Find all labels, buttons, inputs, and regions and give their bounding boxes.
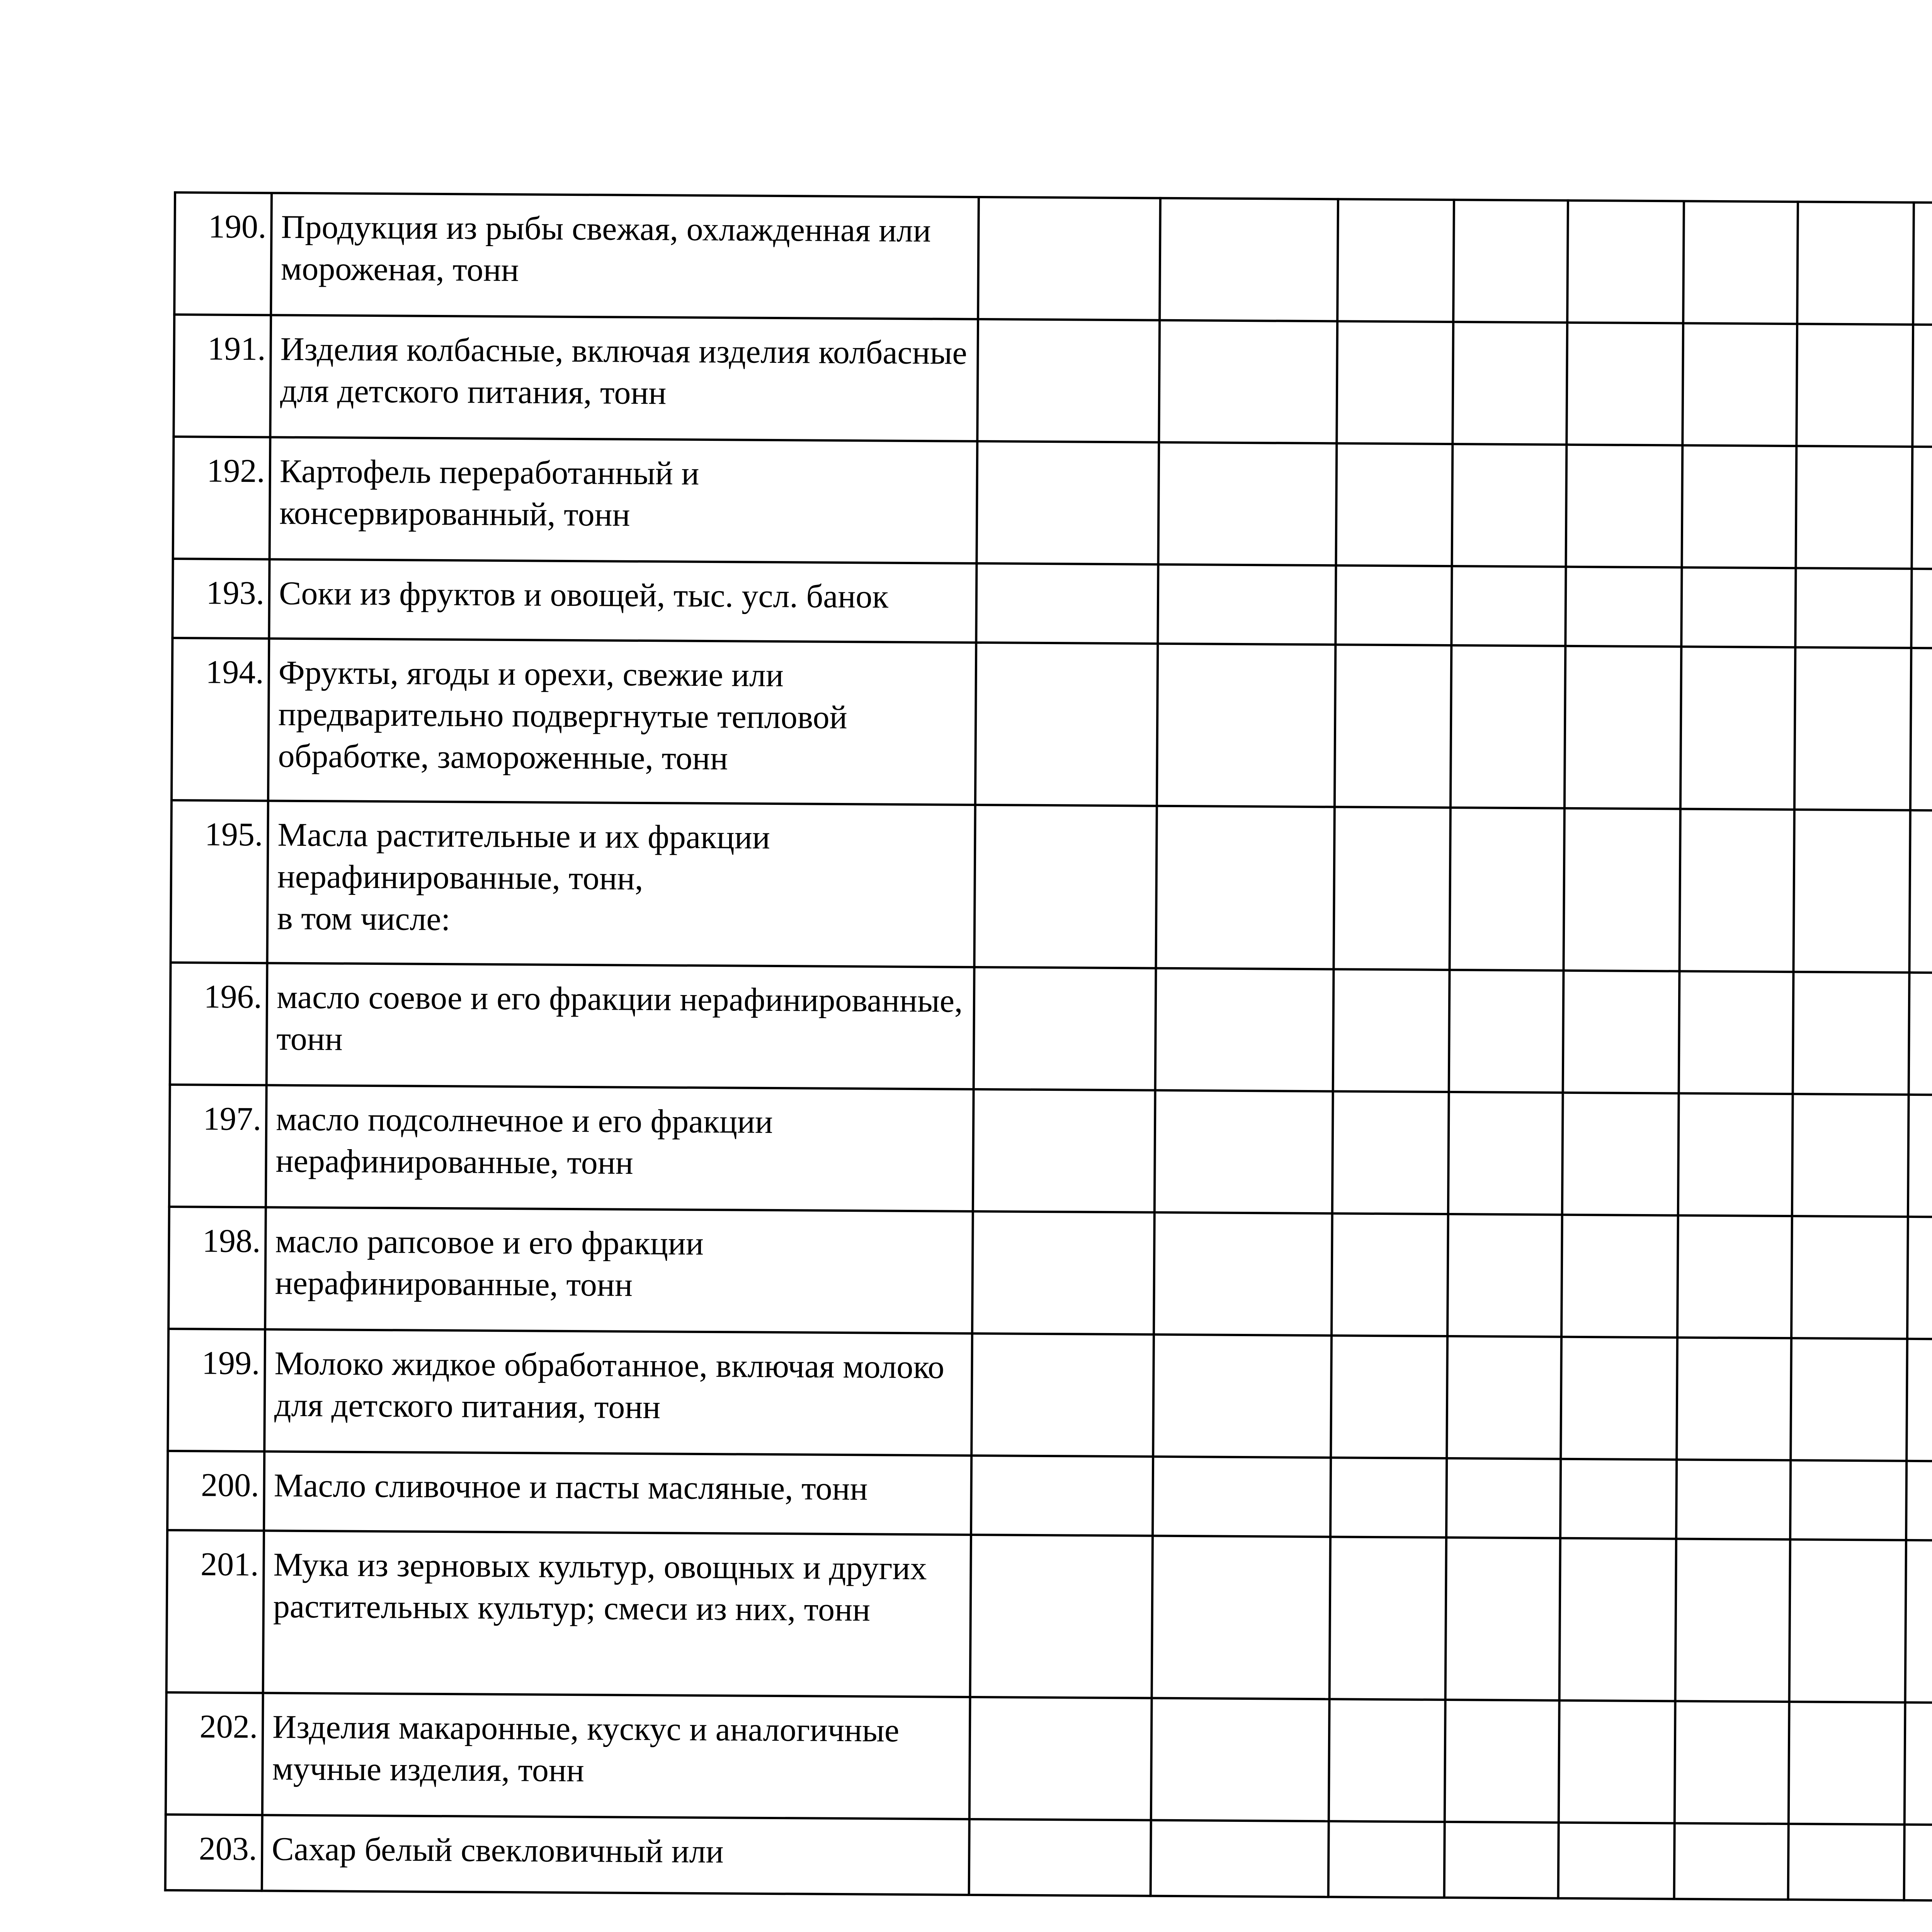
table-row: [173, 315, 1932, 451]
data-cell: [1562, 1093, 1679, 1216]
data-cell: [1158, 565, 1336, 645]
data-cell: [1332, 1091, 1449, 1214]
row-label: Сахар белый свекловичный или: [262, 1815, 969, 1895]
data-cell: [1153, 1457, 1331, 1537]
data-cell: [1335, 645, 1451, 808]
data-cell: [1156, 806, 1334, 969]
data-cell: [1449, 970, 1564, 1093]
data-cell: [1904, 1825, 1932, 1901]
data-cell: [974, 805, 1156, 968]
data-cell: [1447, 1336, 1561, 1459]
data-cell: [1906, 1461, 1932, 1541]
data-cell: [1445, 1700, 1560, 1823]
row-label: Масло сливочное и пасты масляные, тонн: [264, 1451, 971, 1535]
data-cell: [1788, 1824, 1905, 1900]
data-cell: [1907, 1217, 1932, 1340]
row-label: Молоко жидкое обработанное, включая молоко для детского питания, тонн: [264, 1329, 972, 1456]
data-cell: [1674, 1823, 1789, 1900]
row-label: Масла растительные и их фракции нерафинированные, тонн, в том числе:: [267, 801, 975, 967]
data-cell: [1558, 1823, 1675, 1899]
row-number: 199.: [168, 1329, 265, 1451]
row-label: Мука из зерновых культур, овощных и других растительных культур; смеси из них, тонн: [263, 1531, 971, 1697]
data-cell: [1906, 1339, 1932, 1462]
table-row: [168, 1329, 1932, 1466]
data-cell: [1566, 445, 1682, 568]
data-cell: [1159, 320, 1337, 444]
row-label: Изделия колбасные, включая изделия колбасные для детского питания, тонн: [270, 315, 978, 441]
data-cell: [1678, 1093, 1793, 1216]
data-cell: [1332, 1213, 1448, 1336]
data-cell: [1795, 568, 1912, 648]
data-cell: [1905, 1702, 1932, 1825]
data-cell: [1452, 444, 1566, 567]
data-cell: [1155, 968, 1334, 1092]
data-cell: [1913, 202, 1932, 325]
data-cell: [1565, 567, 1682, 647]
data-cell: [1681, 567, 1796, 647]
data-cell: [1793, 972, 1910, 1095]
row-label: Соки из фруктов и овощей, тыс. усл. банок: [269, 559, 976, 643]
data-cell: [1796, 324, 1913, 447]
data-cell: [1451, 566, 1566, 646]
data-cell: [1675, 1701, 1789, 1824]
data-cell: [1677, 1215, 1792, 1338]
data-cell: [976, 563, 1158, 644]
data-cell: [1910, 648, 1932, 811]
data-cell: [1331, 1335, 1447, 1458]
data-cell: [1796, 446, 1912, 569]
row-label: масло подсолнечное и его фракции нерафинированные, тонн: [266, 1085, 974, 1211]
data-cell: [1561, 1215, 1678, 1338]
data-cell: [1559, 1701, 1675, 1823]
row-number: 191.: [173, 315, 271, 437]
data-cell: [1155, 1090, 1333, 1214]
row-number: 202.: [166, 1692, 263, 1815]
table-row: [172, 559, 1932, 653]
data-cell: [1330, 1458, 1447, 1537]
data-cell: [1675, 1539, 1790, 1702]
data-cell: [1791, 1216, 1908, 1339]
table-body: [165, 192, 1932, 1905]
row-number: 197.: [169, 1085, 267, 1207]
row-label: Картофель переработанный и консервированный, тонн: [270, 437, 978, 563]
row-label: Продукция из рыбы свежая, охлажденная или мороженая, тонн: [271, 193, 979, 319]
row-number: 196.: [170, 963, 267, 1085]
data-cell: [1792, 1094, 1909, 1217]
data-cell: [1682, 445, 1796, 568]
data-cell: [971, 1456, 1153, 1536]
data-cell: [1152, 1536, 1330, 1699]
data-cell: [1912, 447, 1932, 570]
row-number: 192.: [173, 437, 270, 559]
table-row: [166, 1692, 1932, 1829]
table-row: [165, 1815, 1932, 1905]
data-cell: [1158, 442, 1337, 566]
data-cell: [1682, 323, 1797, 446]
row-number: 203.: [165, 1815, 262, 1891]
table-row: [170, 963, 1932, 1099]
data-cell: [978, 197, 1160, 320]
data-cell: [1447, 1214, 1562, 1337]
data-cell: [1563, 808, 1680, 971]
data-cell: [974, 967, 1156, 1090]
data-cell: [1444, 1822, 1559, 1898]
data-cell: [971, 1333, 1154, 1457]
data-cell: [1790, 1460, 1906, 1540]
data-cell: [1794, 647, 1911, 810]
data-cell: [1337, 199, 1454, 322]
data-cell: [1330, 1537, 1446, 1700]
row-label: Изделия макаронные, кускус и аналогичные мучные изделия, тонн: [262, 1693, 970, 1819]
data-cell: [1909, 973, 1932, 1095]
data-cell: [975, 643, 1158, 806]
data-cell: [1566, 323, 1683, 446]
data-cell: [1560, 1538, 1676, 1701]
data-cell: [1565, 646, 1681, 809]
table-row: [171, 800, 1932, 977]
row-number: 193.: [172, 559, 269, 638]
data-cell: [1679, 809, 1794, 972]
data-cell: [1912, 325, 1932, 447]
data-cell: [970, 1535, 1153, 1698]
data-cell: [1151, 1820, 1329, 1897]
table-row: [169, 1085, 1932, 1221]
data-cell: [1154, 1213, 1332, 1336]
data-cell: [1683, 201, 1798, 324]
row-number: 190.: [174, 192, 272, 315]
data-cell: [1567, 201, 1684, 323]
table-row: [167, 1530, 1932, 1707]
table-row: [168, 1207, 1932, 1344]
data-cell: [969, 1697, 1152, 1820]
row-number: 201.: [167, 1530, 264, 1693]
row-number: 194.: [172, 638, 269, 801]
data-cell: [1329, 1699, 1446, 1822]
data-cell: [1337, 321, 1453, 444]
data-cell: [1791, 1338, 1907, 1461]
data-cell: [1677, 1337, 1791, 1460]
data-cell: [1151, 1698, 1330, 1821]
data-cell: [1911, 569, 1932, 649]
production-table: [164, 191, 1932, 1906]
table-row: [173, 437, 1932, 573]
data-cell: [1563, 971, 1680, 1094]
data-cell: [1909, 810, 1932, 973]
row-number: 195.: [171, 800, 268, 963]
data-cell: [1793, 810, 1910, 973]
row-label: масло рапсовое и его фракции нерафинированные, тонн: [265, 1207, 973, 1333]
row-number: 200.: [167, 1451, 264, 1531]
data-cell: [976, 441, 1159, 565]
data-cell: [1680, 646, 1795, 810]
data-cell: [1905, 1540, 1932, 1703]
row-number: 198.: [168, 1207, 266, 1329]
data-cell: [1328, 1821, 1445, 1898]
data-cell: [1153, 1335, 1332, 1458]
data-cell: [1453, 200, 1568, 323]
data-cell: [1333, 807, 1450, 970]
data-cell: [1446, 1537, 1560, 1701]
data-cell: [972, 1211, 1155, 1335]
data-cell: [1160, 198, 1338, 321]
data-cell: [1679, 971, 1794, 1094]
data-cell: [1560, 1459, 1677, 1539]
data-cell: [1449, 808, 1564, 971]
data-cell: [1448, 1092, 1563, 1215]
data-cell: [1676, 1459, 1791, 1539]
table-row: [172, 638, 1932, 815]
row-label: Фрукты, ягоды и орехи, свежие или предварительно подвергнутые тепловой обработке, замороженные, тонн: [268, 638, 976, 805]
data-cell: [977, 319, 1160, 442]
data-cell: [1451, 645, 1565, 808]
data-cell: [1157, 644, 1335, 807]
data-cell: [973, 1089, 1155, 1213]
data-cell: [1789, 1702, 1905, 1825]
table-row: [174, 192, 1932, 329]
data-cell: [1797, 202, 1914, 325]
data-cell: [1908, 1095, 1932, 1218]
table-row: [167, 1451, 1932, 1545]
data-cell: [1335, 565, 1452, 645]
data-cell: [1452, 322, 1567, 445]
data-cell: [969, 1819, 1151, 1896]
data-cell: [1789, 1539, 1906, 1702]
row-label: масло соевое и его фракции нерафинированные, тонн: [267, 963, 975, 1089]
data-cell: [1333, 969, 1450, 1092]
data-cell: [1446, 1458, 1561, 1538]
data-cell: [1561, 1337, 1677, 1460]
data-cell: [1336, 443, 1452, 566]
